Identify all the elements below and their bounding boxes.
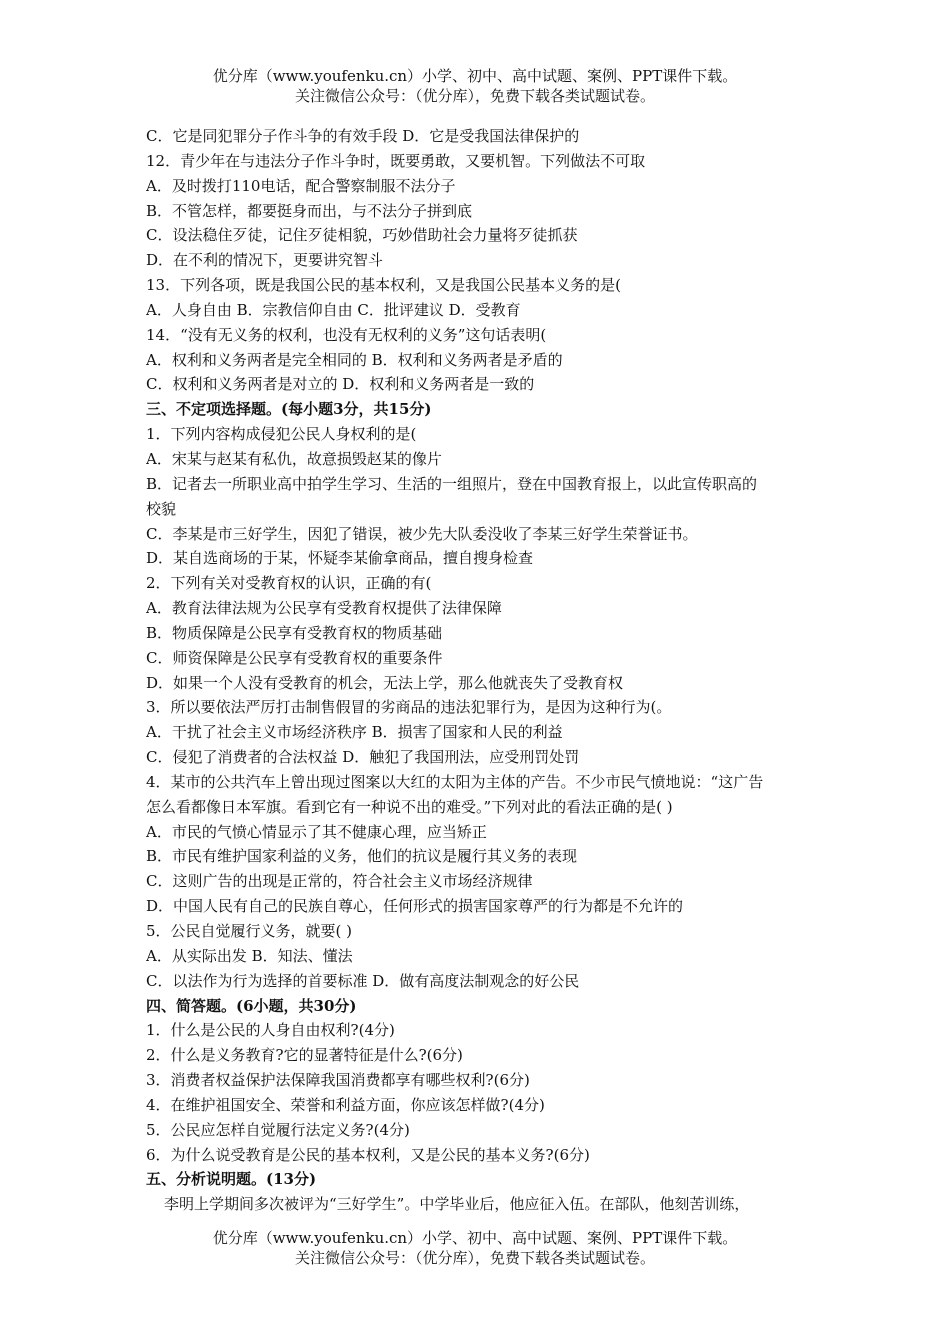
text-line: C．侵犯了消费者的合法权益 D．触犯了我国刑法，应受刑罚处罚 [146, 748, 580, 767]
text-line: C．这则广告的出现是正常的，符合社会主义市场经济规律 [146, 872, 533, 891]
question-12: 12．青少年在与违法分子作斗争时，既要勇敢，又要机智。下列做法不可取 [146, 151, 646, 170]
text-line: D．在不利的情况下，更要讲究智斗 [146, 251, 384, 270]
text-line: B．物质保障是公民享有受教育权的物质基础 [146, 623, 443, 642]
text-line: 4．在维护祖国安全、荣誉和利益方面，你应该怎样做?(4分) [146, 1095, 545, 1114]
text-line: 3．所以要依法严厉打击制售假冒的劣商品的违法犯罪行为，是因为这种行为(。 [146, 698, 672, 717]
text-line: B．不管怎样，都要挺身而出，与不法分子拼到底 [146, 201, 473, 220]
text-line: 5．公民自觉履行义务，就要( ) [146, 922, 353, 940]
document-body [146, 124, 808, 1217]
text-line: B．记者去一所职业高中拍学生学习、生活的一组照片，登在中国教育报上，以此宣传职高的 [146, 474, 758, 493]
header-line-2: 关注微信公众号：（优分库），免费下载各类试题试卷。 [294, 87, 655, 105]
footer-line-2: 关注微信公众号：（优分库），免费下载各类试题试卷。 [294, 1249, 655, 1267]
text-line: 6．为什么说受教育是公民的基本权利，又是公民的基本义务?(6分) [146, 1145, 590, 1164]
text-line: A．干扰了社会主义市场经济秩序 B．损害了国家和人民的利益 [146, 723, 563, 742]
text-line: A．教育法律法规为公民享有受教育权提供了法律保障 [146, 599, 502, 618]
footer-line-1: 优分库（www.youfenku.cn）小学、初中、高中试题、案例、PPT课件下载。 [212, 1229, 738, 1247]
text-line: 2．下列有关对受教育权的认识，正确的有( [146, 574, 432, 593]
text-line: B．市民有维护国家利益的义务，他们的抗议是履行其义务的表现 [146, 847, 578, 866]
text-line: C．师资保障是公民享有受教育权的重要条件 [146, 648, 443, 667]
text-line: D．中国人民有自己的民族自尊心，任何形式的损害国家尊严的行为都是不允许的 [146, 897, 684, 916]
section-heading-3: 三、不定项选择题。(每小题3分，共15分) [146, 400, 432, 419]
question-14: 14．“没有无义务的权利，也没有无权利的义务”这句话表明( [146, 325, 547, 344]
text-line: C．设法稳住歹徒，记住歹徒相貌，巧妙借助社会力量将歹徒抓获 [146, 226, 578, 245]
text-line: A．市民的气愤心情显示了其不健康心理，应当矫正 [146, 822, 487, 841]
text-line: 1．下列内容构成侵犯公民人身权利的是( [146, 425, 417, 444]
text-line: A．从实际出发 B．知法、懂法 [146, 946, 353, 965]
text-line: 校貌 [146, 499, 177, 518]
text-line: 2．什么是义务教育?它的显著特征是什么?(6分) [146, 1046, 463, 1065]
text-line: C．它是同犯罪分子作斗争的有效手段 D．它是受我国法律保护的 [146, 127, 580, 145]
text-line: 1．什么是公民的人身自由权利?(4分) [146, 1021, 395, 1040]
text-line: 3．消费者权益保护法保障我国消费都享有哪些权利?(6分) [146, 1071, 530, 1090]
question-13: 13．下列各项，既是我国公民的基本权利，又是我国公民基本义务的是( [146, 276, 621, 295]
text-line: 怎么看都像日本军旗。看到它有一种说不出的难受。”下列对此的看法正确的是( ) [146, 797, 673, 816]
text-line: D．如果一个人没有受教育的机会，无法上学，那么他就丧失了受教育权 [146, 673, 624, 692]
section-heading-4: 四、简答题。(6小题，共30分) [146, 996, 357, 1015]
text-line: 李明上学期间多次被评为“三好学生”。中学毕业后，他应征入伍。在部队，他刻苦训练， [164, 1195, 750, 1214]
text-line: 4．某市的公共汽车上曾出现过图案以大红的太阳为主体的产告。不少市民气愤地说：“这广告 [146, 772, 764, 791]
text-line: D．某自选商场的于某，怀疑李某偷拿商品，擅自搜身检查 [146, 549, 534, 568]
text-line: C．权利和义务两者是对立的 D．权利和义务两者是一致的 [146, 375, 535, 394]
section-heading-5: 五、分析说明题。(13分) [146, 1170, 317, 1189]
text-line: A．权利和义务两者是完全相同的 B．权利和义务两者是矛盾的 [146, 350, 563, 369]
page-header [0, 66, 950, 106]
page-footer [0, 1228, 950, 1268]
header-line-1: 优分库（www.youfenku.cn）小学、初中、高中试题、案例、PPT课件下载。 [212, 67, 738, 85]
text-line: A．及时拨打110电话，配合警察制服不法分子 [146, 176, 456, 195]
text-line: 5．公民应怎样自觉履行法定义务?(4分) [146, 1120, 410, 1139]
text-line: A．宋某与赵某有私仇，故意损毁赵某的像片 [146, 449, 442, 468]
text-line: C．李某是市三好学生，因犯了错误，被少先大队委没收了李某三好学生荣誉证书。 [146, 524, 698, 543]
text-line: A．人身自由 B．宗教信仰自由 C．批评建议 D．受教育 [146, 300, 521, 319]
text-line: C．以法作为行为选择的首要标准 D．做有高度法制观念的好公民 [146, 971, 580, 990]
